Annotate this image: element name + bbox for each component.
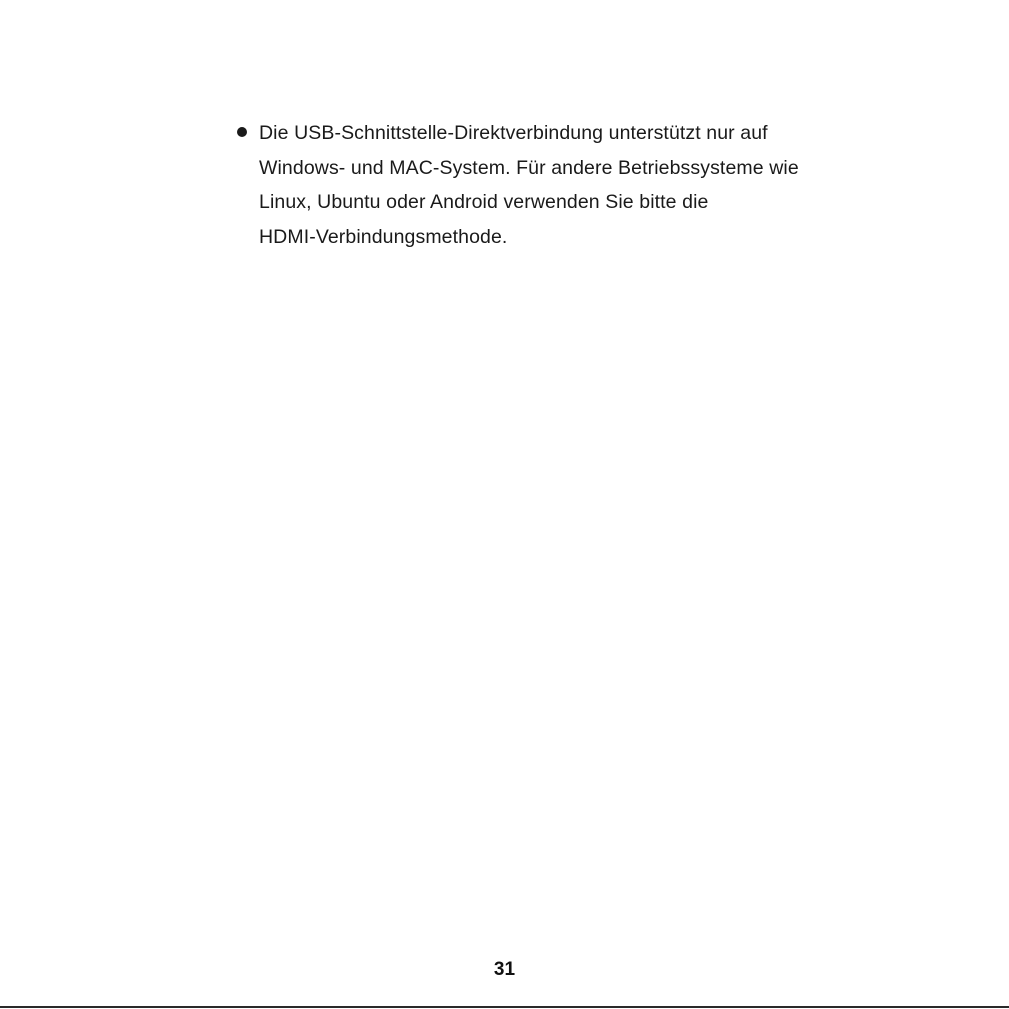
note-line: Linux, Ubuntu oder Android verwenden Sie bitte die xyxy=(259,191,709,213)
footer-divider xyxy=(0,1006,1009,1008)
note-line: Die USB-Schnittstelle-Direktverbindung unterstützt nur auf xyxy=(259,122,768,144)
bullet-icon xyxy=(237,127,247,137)
note-line: Windows- und MAC-System. Für andere Betriebssysteme wie xyxy=(259,156,799,179)
note-line: HDMI-Verbindungsmethode. xyxy=(259,225,508,248)
note-list xyxy=(232,116,912,254)
note-item xyxy=(232,116,912,254)
page-number: 31 xyxy=(493,959,516,980)
